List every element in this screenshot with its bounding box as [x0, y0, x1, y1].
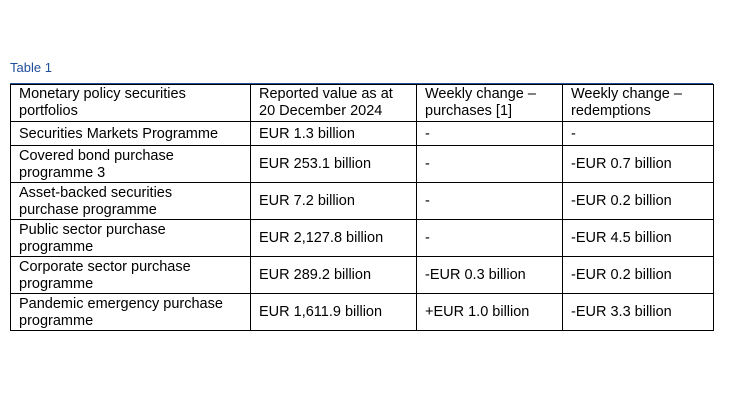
programme-cell: Pandemic emergency purchase programme — [11, 294, 251, 331]
programme-cell: Corporate sector purchase programme — [11, 257, 251, 294]
programme-cell: Public sector purchase programme — [11, 220, 251, 257]
programme-cell: Covered bond purchase programme 3 — [11, 146, 251, 183]
header-row — [11, 85, 714, 122]
table-row — [11, 257, 714, 294]
value-cell: EUR 1,611.9 billion — [251, 294, 417, 331]
redemptions-cell: -EUR 0.2 billion — [563, 183, 714, 220]
table-row — [11, 122, 714, 146]
header-portfolios: Monetary policy securities portfolios — [11, 85, 251, 122]
value-cell: EUR 2,127.8 billion — [251, 220, 417, 257]
purchases-cell: - — [417, 183, 563, 220]
redemptions-cell: -EUR 0.7 billion — [563, 146, 714, 183]
purchases-cell: -EUR 0.3 billion — [417, 257, 563, 294]
purchases-cell: - — [417, 220, 563, 257]
value-cell: EUR 7.2 billion — [251, 183, 417, 220]
securities-table — [10, 84, 714, 331]
table-row — [11, 183, 714, 220]
purchases-cell: +EUR 1.0 billion — [417, 294, 563, 331]
header-weekly-redemptions: Weekly change – redemptions — [563, 85, 714, 122]
value-cell: EUR 289.2 billion — [251, 257, 417, 294]
table-row — [11, 294, 714, 331]
programme-cell: Securities Markets Programme — [11, 122, 251, 146]
programme-cell: Asset-backed securities purchase programme — [11, 183, 251, 220]
table-row — [11, 220, 714, 257]
header-weekly-purchases: Weekly change – purchases [1] — [417, 85, 563, 122]
value-cell: EUR 253.1 billion — [251, 146, 417, 183]
header-reported-value: Reported value as at 20 December 2024 — [251, 85, 417, 122]
redemptions-cell: -EUR 0.2 billion — [563, 257, 714, 294]
value-cell: EUR 1.3 billion — [251, 122, 417, 146]
purchases-cell: - — [417, 122, 563, 146]
redemptions-cell: - — [563, 122, 714, 146]
table-row — [11, 146, 714, 183]
purchases-cell: - — [417, 146, 563, 183]
redemptions-cell: -EUR 4.5 billion — [563, 220, 714, 257]
table-caption: Table 1 — [10, 60, 52, 75]
redemptions-cell: -EUR 3.3 billion — [563, 294, 714, 331]
